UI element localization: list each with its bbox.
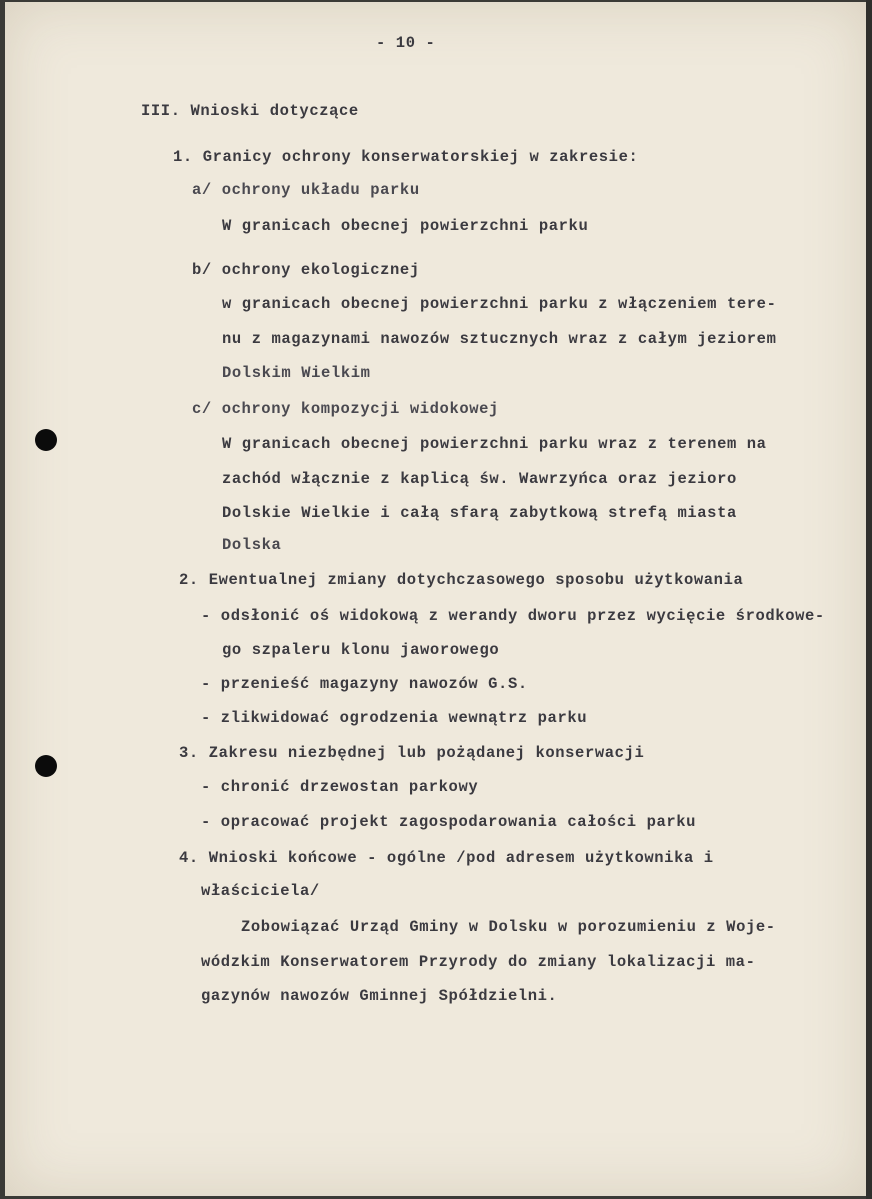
point-2-item: - przenieść magazyny nawozów G.S. <box>201 675 528 693</box>
point-1c-line: Dolska <box>222 536 282 554</box>
punch-hole <box>35 429 57 451</box>
point-1b-line: nu z magazynami nawozów sztucznych wraz z całym jeziorem <box>222 330 777 348</box>
point-1c-title: c/ ochrony kompozycji widokowej <box>192 400 499 418</box>
point-4-line: Zobowiązać Urząd Gminy w Dolsku w porozumieniu z Woje- <box>241 918 776 936</box>
point-1b-line: w granicach obecnej powierzchni parku z włączeniem tere- <box>222 295 777 313</box>
document-page <box>5 2 867 1196</box>
point-1a-title: a/ ochrony układu parku <box>192 181 420 199</box>
point-3-item: - chronić drzewostan parkowy <box>201 778 479 796</box>
punch-hole <box>35 755 57 777</box>
point-1c-line: Dolskie Wielkie i całą sfarą zabytkową strefą miasta <box>222 504 737 522</box>
point-2-item: - odsłonić oś widokową z werandy dworu przez wycięcie środkowe- <box>201 607 825 625</box>
point-1-title: 1. Granicy ochrony konserwatorskiej w zakresie: <box>173 148 639 166</box>
point-1c-line: zachód włącznie z kaplicą św. Wawrzyńca oraz jezioro <box>222 470 737 488</box>
point-4-title: 4. Wnioski końcowe - ogólne /pod adresem użytkownika i <box>179 849 714 867</box>
point-3-title: 3. Zakresu niezbędnej lub pożądanej konserwacji <box>179 744 645 762</box>
point-1c-line: W granicach obecnej powierzchni parku wraz z terenem na <box>222 435 767 453</box>
point-1b-line: Dolskim Wielkim <box>222 364 371 382</box>
point-2-title: 2. Ewentualnej zmiany dotychczasowego sposobu użytkowania <box>179 571 744 589</box>
point-1b-title: b/ ochrony ekologicznej <box>192 261 420 279</box>
point-3-item: - opracować projekt zagospodarowania całości parku <box>201 813 697 831</box>
point-1a-text: W granicach obecnej powierzchni parku <box>222 217 589 235</box>
point-4-title-cont: właściciela/ <box>201 882 320 900</box>
scan-edge <box>866 0 872 1199</box>
section-heading: III. Wnioski dotyczące <box>141 102 359 120</box>
point-4-line: wódzkim Konserwatorem Przyrody do zmiany lokalizacji ma- <box>201 953 756 971</box>
point-4-line: gazynów nawozów Gminnej Spółdzielni. <box>201 987 558 1005</box>
page-number: - 10 - <box>376 34 436 52</box>
point-2-item: go szpaleru klonu jaworowego <box>222 641 500 659</box>
point-2-item: - zlikwidować ogrodzenia wewnątrz parku <box>201 709 588 727</box>
